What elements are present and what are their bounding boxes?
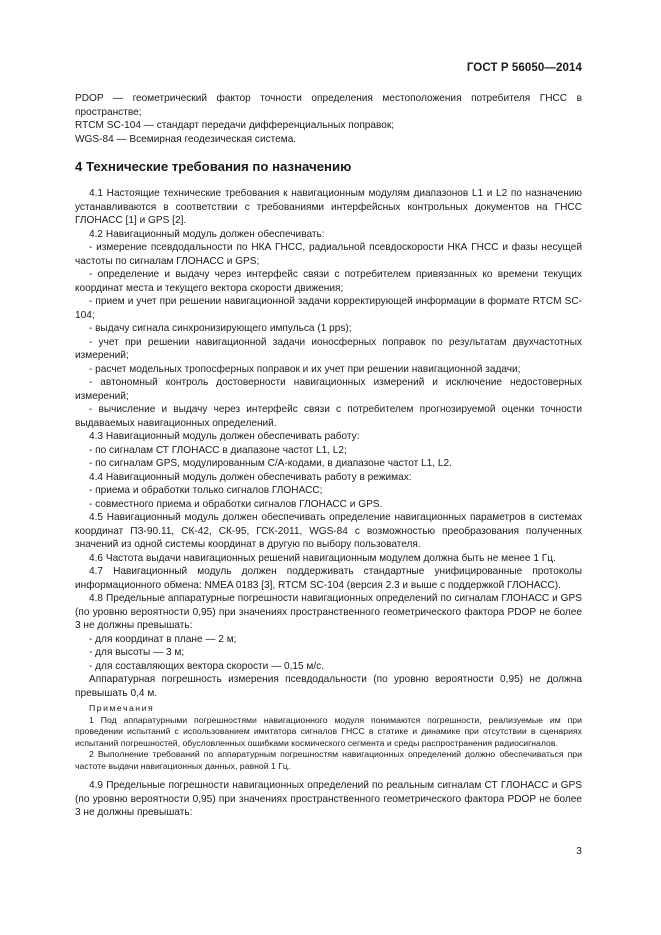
paragraph: 4.9 Предельные погрешности навигационных определений по реальным сигналам СТ ГЛОНАСС и GPS (по уровню вероятности 0,95) при значениях пространственного геометрического фактора PDOP не более 3 не должны превышать:	[75, 780, 582, 818]
list-item: - вычисление и выдачу через интерфейс связи с потребителем прогнозируемой оценки точности выдаваемых навигационных определений.	[75, 404, 582, 429]
page-content	[75, 92, 582, 820]
page-number: 3	[576, 845, 582, 857]
list-item: - выдачу сигнала синхронизирующего импульса (1 pps);	[89, 323, 352, 334]
list-item: - для составляющих вектора скорости — 0,15 м/с.	[89, 660, 325, 672]
section-title: 4 Технические требования по назначению	[75, 159, 352, 174]
paragraph: 4.4 Навигационный модуль должен обеспечивать работу в режимах:	[89, 471, 412, 483]
list-item: - прием и учет при решении навигационной задачи корректирующей информации в формате RTCM SC-104;	[75, 296, 582, 321]
paragraph: 4.2 Навигационный модуль должен обеспечивать:	[89, 228, 325, 240]
paragraph: 4.3 Навигационный модуль должен обеспечивать работу:	[89, 431, 360, 442]
paragraph: Аппаратурная погрешность измерения псевдодальности (по уровню вероятности 0,95) не должна превышать 0,4 м.	[75, 674, 582, 699]
list-item: - измерение псевдодальности по НКА ГНСС, радиальной псевдоскорости НКА ГНСС и фазы несущей частоты по сигналам ГЛОНАСС и GPS;	[75, 242, 582, 267]
list-item: - по сигналам GPS, модулированным С/А-кодами, в диапазоне частот L1, L2.	[89, 458, 452, 469]
list-item: - приема и обработки только сигналов ГЛОНАСС;	[89, 485, 323, 496]
list-item: - учет при решении навигационной задачи ионосферных поправок по результатам двухчастотных измерений;	[75, 336, 582, 361]
list-item: - по сигналам СТ ГЛОНАСС в диапазоне частот L1, L2;	[89, 444, 347, 456]
list-item: - для координат в плане — 2 м;	[89, 633, 237, 645]
list-item: - автономный контроль достоверности навигационных измерений и исключение недостоверных измерений;	[75, 377, 582, 402]
paragraph: 4.5 Навигационный модуль должен обеспечивать определение навигационных параметров в системах координат ПЗ-90.11, СК-42, СК-95, ГСК-2011, WGS-84 с возможностью преобразования полученных значений из одной системы координат в другую по выбору пользователя.	[75, 512, 582, 550]
paragraph: 4.8 Предельные аппаратурные погрешности навигационных определений по сигналам ГЛОНАСС и GPS (по уровню вероятности 0,95) при значениях пространственного геометрического фактора PDOP не более 3 не должны превышать:	[75, 593, 582, 631]
definition-wgs84: WGS-84 — Всемирная геодезическая система.	[75, 133, 297, 145]
note-item: 2 Выполнение требований по аппаратурным погрешностям навигационных определений должно обеспечиваться при частоте выдачи навигационных данных, равной 1 Гц.	[75, 749, 582, 771]
document-header: ГОСТ Р 56050—2014	[466, 62, 582, 74]
note-item: 1 Под аппаратурными погрешностями навигационного модуля понимаются погрешности, реализуемые им при проведении испытаний с использованием имитатора сигналов ГНСС в статике и динамике при отсутствии в сценариях испытаний погрешностей, обусловленных ошибками космического сегмента и среды распространения радиосигналов.	[75, 714, 582, 748]
list-item: - определение и выдачу через интерфейс связи с потребителем привязанных ко времени текущих координат места и текущего вектора скорости движения;	[75, 269, 582, 294]
paragraph: 4.6 Частота выдачи навигационных решений навигационным модулем должна быть не менее 1 Гц.	[89, 552, 556, 564]
list-item: - совместного приема и обработки сигналов ГЛОНАСС и GPS.	[89, 498, 383, 510]
definition-rtcm: RTCM SC-104 — стандарт передачи дифференциальных поправок;	[75, 120, 395, 131]
list-item: - для высоты — 3 м;	[89, 647, 185, 658]
paragraph: 4.1 Настоящие технические требования к навигационным модулям диапазонов L1 и L2 по назначению устанавливаются в соответствии с требованиями интерфейсных контрольных документов на ГНСС ГЛОНАСС [1] и GPS [2].	[75, 188, 582, 226]
definition-pdop: PDOP — геометрический фактор точности определения местоположения потребителя ГНСС в пространстве;	[75, 93, 582, 118]
list-item: - расчет модельных тропосферных поправок и их учет при решении навигационной задачи;	[89, 363, 521, 375]
notes-block	[75, 703, 582, 772]
paragraph: 4.7 Навигационный модуль должен поддерживать стандартные унифицированные протоколы информационного обмена: NMEA 0183 [3], RTCM SC-104 (версия 2.3 и выше с поддержкой ГЛОНАСС).	[75, 566, 582, 591]
notes-title: Примечания	[89, 703, 155, 713]
